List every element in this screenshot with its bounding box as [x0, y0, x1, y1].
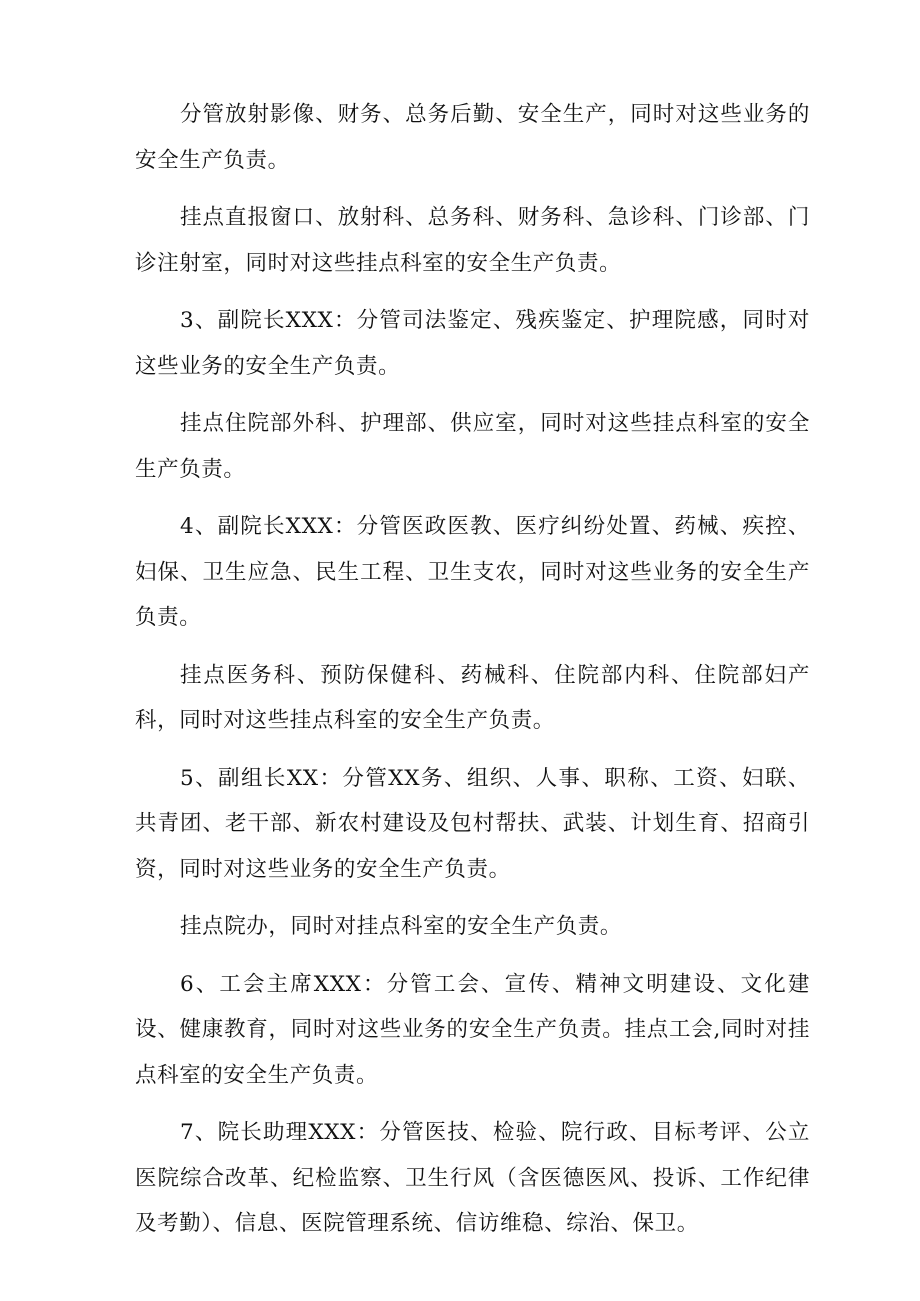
paragraph-liaison-departments-1: 挂点直报窗口、放射科、总务科、财务科、急诊科、门诊部、门诊注射室，同时对这些挂点科室的安全生产负责。: [135, 205, 810, 276]
paragraph-union-chairman-6: 6、工会主席XXX：分管工会、宣传、精神文明建设、文化建设、健康教育，同时对这些业务的安全生产负责。挂点工会,同时对挂点科室的安全生产负责。: [135, 971, 810, 1088]
paragraph-liaison-departments-4: 挂点医务科、预防保健科、药械科、住院部内科、住院部妇产科，同时对这些挂点科室的安全生产负责。: [135, 662, 810, 733]
paragraph-president-assistant-7: 7、院长助理XXX：分管医技、检验、院行政、目标考评、公立医院综合改革、纪检监察、卫生行风（含医德医风、投诉、工作纪律及考勤）、信息、医院管理系统、信访维稳、综治、保卫。: [135, 1120, 810, 1236]
document-page: [135, 92, 810, 1259]
paragraph-vice-president-4: 4、副院长XXX：分管医政医教、医疗纠纷处置、药械、疾控、妇保、卫生应急、民生工程、卫生支农，同时对这些业务的安全生产负责。: [135, 514, 810, 630]
paragraph-radiology-finance: 分管放射影像、财务、总务后勤、安全生产，同时对这些业务的安全生产负责。: [135, 102, 810, 173]
paragraph-liaison-departments-3: 挂点住院部外科、护理部、供应室，同时对这些挂点科室的安全生产负责。: [135, 411, 810, 482]
paragraph-deputy-leader-5: 5、副组长XX：分管XX务、组织、人事、职称、工资、妇联、共青团、老干部、新农村建设及包村帮扶、武装、计划生育、招商引资，同时对这些业务的安全生产负责。: [135, 765, 810, 882]
paragraph-liaison-office-5: 挂点院办，同时对挂点科室的安全生产负责。: [180, 914, 623, 939]
paragraph-vice-president-3: 3、副院长XXX：分管司法鉴定、残疾鉴定、护理院感，同时对这些业务的安全生产负责。: [135, 308, 810, 379]
